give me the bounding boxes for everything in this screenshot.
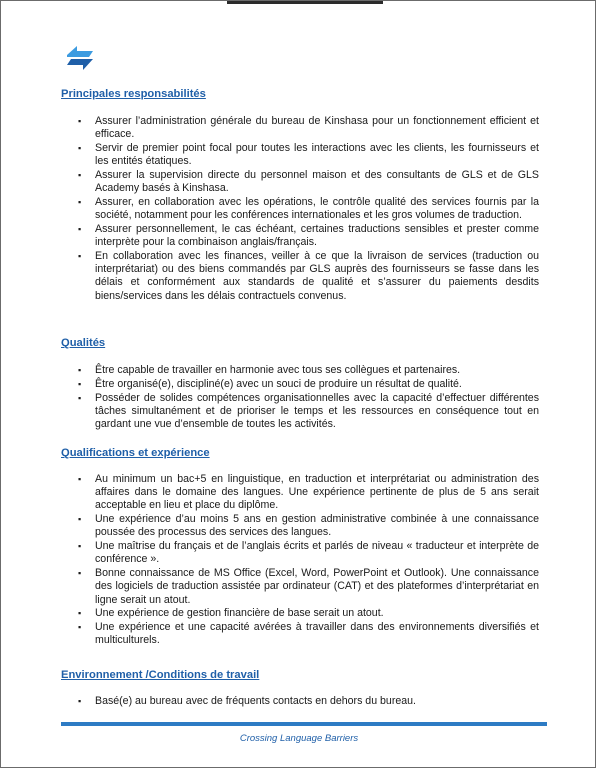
section-title-qualites: Qualités <box>61 337 106 349</box>
section-title-qualifications: Qualifications et expérience <box>61 447 210 459</box>
list-item: ▪ Posséder de solides compétences organisationnelles avec la capacité d’effectuer différentes tâches simultanément et de prioriser le temps et les ressources en conséquence tout en gardant une vue d’ensemble de toutes les activités. <box>61 392 539 432</box>
list-item: ▪ En collaboration avec les finances, veiller à ce que la livraison de services (traduction ou interprétariat) ou des biens commandés par GLS auprès des fournisseurs se fasse dans les délais et conformément aux standards de qualité et s’assurer du paiements desdits biens/services dans les délais contractuels convenus. <box>61 250 539 303</box>
section-title-environnement: Environnement /Conditions de travail <box>61 669 260 681</box>
responsabilites-list <box>61 115 539 303</box>
list-item: ▪ Une expérience de gestion financière de base serait un atout. <box>61 607 539 620</box>
section-title-responsabilites: Principales responsabilités <box>61 88 206 100</box>
list-item: ▪ Être capable de travailler en harmonie avec tous ses collègues et partenaires. <box>61 364 539 377</box>
list-item: ▪ Servir de premier point focal pour toutes les interactions avec les clients, les fournisseurs et les entités étatiques. <box>61 142 539 168</box>
list-item: ▪ Assurer personnellement, le cas échéant, certaines traductions sensibles et prester comme interprète pour la combinaison anglais/français. <box>61 223 539 249</box>
list-item: ▪ Une expérience d’au moins 5 ans en gestion administrative combinée à une connaissance poussée des processus des services des langues. <box>61 513 539 539</box>
footer-divider <box>61 722 547 726</box>
list-item: ▪ Basé(e) au bureau avec de fréquents contacts en dehors du bureau. <box>61 695 539 708</box>
qualites-list <box>61 364 539 432</box>
list-item: ▪ Bonne connaissance de MS Office (Excel, Word, PowerPoint et Outlook). Une connaissance des logiciels de traduction assistée par ordinateur (CAT) et des plateformes d’interprétariat en ligne serait un atout. <box>61 567 539 607</box>
list-item: ▪ Assurer la supervision directe du personnel maison et des consultants de GLS et de GLS Academy basés à Kinshasa. <box>61 169 539 195</box>
list-item: ▪ Une maîtrise du français et de l’anglais écrits et parlés de niveau « traducteur et interprète de conférence ». <box>61 540 539 566</box>
list-item: ▪ Assurer, en collaboration avec les opérations, le contrôle qualité des services fournis par la société, notamment pour les conférences internationales et les gros volumes de traduction. <box>61 196 539 222</box>
list-item: ▪ Au minimum un bac+5 en linguistique, en traduction et interprétariat ou administration des affaires dans le domaine des langues. Une expérience pertinente de plus de 5 ans serait acceptable en lieu et place du diplôme. <box>61 473 539 513</box>
top-edge-mark <box>227 1 383 4</box>
list-item: ▪ Une expérience et une capacité avérées à travailler dans des environnements diversifiés et multiculturels. <box>61 621 539 647</box>
list-item: ▪ Assurer l’administration générale du bureau de Kinshasa pour un fonctionnement efficient et efficace. <box>61 115 539 141</box>
qualifications-list <box>61 473 539 648</box>
footer-tagline: Crossing Language Barriers <box>239 733 359 744</box>
environnement-list <box>61 695 539 709</box>
company-logo-icon <box>65 45 95 71</box>
list-item: ▪ Être organisé(e), discipliné(e) avec un souci de produire un résultat de qualité. <box>61 378 539 391</box>
